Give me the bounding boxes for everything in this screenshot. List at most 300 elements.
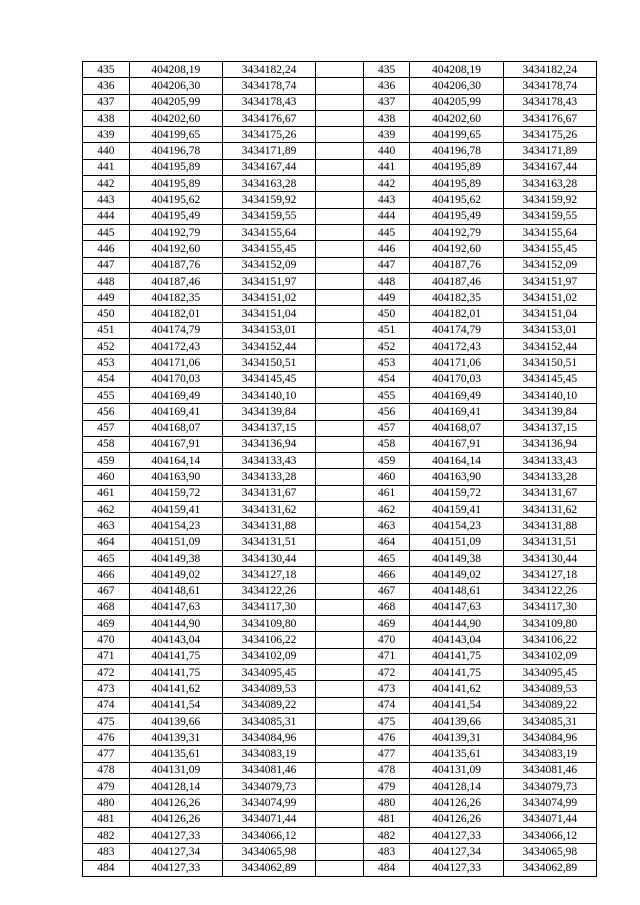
column-gap bbox=[316, 485, 364, 501]
right-x-coordinate-cell: 404205,99 bbox=[410, 94, 503, 110]
right-y-coordinate-cell: 3434089,53 bbox=[503, 681, 596, 697]
column-gap bbox=[316, 567, 364, 583]
right-x-coordinate-cell: 404174,79 bbox=[410, 322, 503, 338]
right-x-coordinate-cell: 404149,02 bbox=[410, 567, 503, 583]
right-x-coordinate-cell: 404141,75 bbox=[410, 648, 503, 664]
coordinate-table bbox=[82, 61, 597, 877]
right-y-coordinate-cell: 3434131,88 bbox=[503, 518, 596, 534]
column-gap bbox=[316, 273, 364, 289]
left-point-number-cell: 455 bbox=[83, 387, 130, 403]
right-point-number-cell: 455 bbox=[363, 387, 410, 403]
left-point-number-cell: 474 bbox=[83, 697, 130, 713]
left-y-coordinate-cell: 3434151,97 bbox=[222, 273, 315, 289]
table-row bbox=[83, 664, 597, 680]
right-x-coordinate-cell: 404127,34 bbox=[410, 844, 503, 860]
table-row bbox=[83, 208, 597, 224]
right-y-coordinate-cell: 3434176,67 bbox=[503, 110, 596, 126]
right-x-coordinate-cell: 404195,49 bbox=[410, 208, 503, 224]
right-y-coordinate-cell: 3434085,31 bbox=[503, 713, 596, 729]
left-y-coordinate-cell: 3434102,09 bbox=[222, 648, 315, 664]
right-point-number-cell: 482 bbox=[363, 827, 410, 843]
column-gap bbox=[316, 387, 364, 403]
column-gap bbox=[316, 127, 364, 143]
right-y-coordinate-cell: 3434122,26 bbox=[503, 583, 596, 599]
right-point-number-cell: 466 bbox=[363, 567, 410, 583]
table-row bbox=[83, 159, 597, 175]
left-y-coordinate-cell: 3434139,84 bbox=[222, 404, 315, 420]
right-y-coordinate-cell: 3434139,84 bbox=[503, 404, 596, 420]
table-row bbox=[83, 110, 597, 126]
column-gap bbox=[316, 404, 364, 420]
right-point-number-cell: 457 bbox=[363, 420, 410, 436]
right-y-coordinate-cell: 3434102,09 bbox=[503, 648, 596, 664]
left-x-coordinate-cell: 404141,75 bbox=[129, 648, 222, 664]
column-gap bbox=[316, 208, 364, 224]
left-y-coordinate-cell: 3434159,55 bbox=[222, 208, 315, 224]
table-row bbox=[83, 127, 597, 143]
right-point-number-cell: 470 bbox=[363, 632, 410, 648]
left-point-number-cell: 476 bbox=[83, 730, 130, 746]
left-point-number-cell: 450 bbox=[83, 306, 130, 322]
left-x-coordinate-cell: 404141,54 bbox=[129, 697, 222, 713]
right-y-coordinate-cell: 3434145,45 bbox=[503, 371, 596, 387]
right-point-number-cell: 481 bbox=[363, 811, 410, 827]
left-x-coordinate-cell: 404195,89 bbox=[129, 159, 222, 175]
left-y-coordinate-cell: 3434079,73 bbox=[222, 779, 315, 795]
column-gap bbox=[316, 502, 364, 518]
left-point-number-cell: 472 bbox=[83, 664, 130, 680]
table-row bbox=[83, 502, 597, 518]
left-y-coordinate-cell: 3434137,15 bbox=[222, 420, 315, 436]
column-gap bbox=[316, 616, 364, 632]
right-y-coordinate-cell: 3434136,94 bbox=[503, 436, 596, 452]
left-x-coordinate-cell: 404202,60 bbox=[129, 110, 222, 126]
right-x-coordinate-cell: 404131,09 bbox=[410, 762, 503, 778]
left-point-number-cell: 469 bbox=[83, 616, 130, 632]
left-y-coordinate-cell: 3434131,67 bbox=[222, 485, 315, 501]
table-row bbox=[83, 94, 597, 110]
right-point-number-cell: 473 bbox=[363, 681, 410, 697]
left-point-number-cell: 449 bbox=[83, 290, 130, 306]
right-point-number-cell: 450 bbox=[363, 306, 410, 322]
right-point-number-cell: 451 bbox=[363, 322, 410, 338]
right-y-coordinate-cell: 3434151,02 bbox=[503, 290, 596, 306]
left-x-coordinate-cell: 404131,09 bbox=[129, 762, 222, 778]
right-y-coordinate-cell: 3434178,43 bbox=[503, 94, 596, 110]
column-gap bbox=[316, 420, 364, 436]
right-y-coordinate-cell: 3434152,44 bbox=[503, 339, 596, 355]
left-y-coordinate-cell: 3434131,88 bbox=[222, 518, 315, 534]
right-x-coordinate-cell: 404195,89 bbox=[410, 159, 503, 175]
right-x-coordinate-cell: 404196,78 bbox=[410, 143, 503, 159]
column-gap bbox=[316, 371, 364, 387]
table-row bbox=[83, 453, 597, 469]
right-point-number-cell: 452 bbox=[363, 339, 410, 355]
left-y-coordinate-cell: 3434089,53 bbox=[222, 681, 315, 697]
right-x-coordinate-cell: 404195,62 bbox=[410, 192, 503, 208]
left-point-number-cell: 454 bbox=[83, 371, 130, 387]
left-point-number-cell: 444 bbox=[83, 208, 130, 224]
left-y-coordinate-cell: 3434133,43 bbox=[222, 453, 315, 469]
right-x-coordinate-cell: 404147,63 bbox=[410, 599, 503, 615]
left-x-coordinate-cell: 404139,66 bbox=[129, 713, 222, 729]
table-row bbox=[83, 355, 597, 371]
right-point-number-cell: 448 bbox=[363, 273, 410, 289]
column-gap bbox=[316, 143, 364, 159]
table-row bbox=[83, 779, 597, 795]
left-y-coordinate-cell: 3434133,28 bbox=[222, 469, 315, 485]
column-gap bbox=[316, 453, 364, 469]
left-x-coordinate-cell: 404168,07 bbox=[129, 420, 222, 436]
right-y-coordinate-cell: 3434133,43 bbox=[503, 453, 596, 469]
column-gap bbox=[316, 159, 364, 175]
right-point-number-cell: 475 bbox=[363, 713, 410, 729]
left-y-coordinate-cell: 3434155,45 bbox=[222, 241, 315, 257]
left-y-coordinate-cell: 3434084,96 bbox=[222, 730, 315, 746]
right-x-coordinate-cell: 404139,66 bbox=[410, 713, 503, 729]
column-gap bbox=[316, 697, 364, 713]
right-x-coordinate-cell: 404164,14 bbox=[410, 453, 503, 469]
left-x-coordinate-cell: 404148,61 bbox=[129, 583, 222, 599]
right-point-number-cell: 479 bbox=[363, 779, 410, 795]
table-row bbox=[83, 224, 597, 240]
right-y-coordinate-cell: 3434131,67 bbox=[503, 485, 596, 501]
left-point-number-cell: 437 bbox=[83, 94, 130, 110]
right-x-coordinate-cell: 404168,07 bbox=[410, 420, 503, 436]
left-point-number-cell: 452 bbox=[83, 339, 130, 355]
left-y-coordinate-cell: 3434152,44 bbox=[222, 339, 315, 355]
left-point-number-cell: 482 bbox=[83, 827, 130, 843]
right-point-number-cell: 440 bbox=[363, 143, 410, 159]
right-y-coordinate-cell: 3434131,51 bbox=[503, 534, 596, 550]
left-point-number-cell: 458 bbox=[83, 436, 130, 452]
left-y-coordinate-cell: 3434085,31 bbox=[222, 713, 315, 729]
left-x-coordinate-cell: 404126,26 bbox=[129, 811, 222, 827]
left-y-coordinate-cell: 3434178,74 bbox=[222, 78, 315, 94]
right-y-coordinate-cell: 3434074,99 bbox=[503, 795, 596, 811]
right-x-coordinate-cell: 404149,38 bbox=[410, 550, 503, 566]
right-x-coordinate-cell: 404141,62 bbox=[410, 681, 503, 697]
left-point-number-cell: 443 bbox=[83, 192, 130, 208]
right-y-coordinate-cell: 3434155,64 bbox=[503, 224, 596, 240]
right-point-number-cell: 484 bbox=[363, 860, 410, 876]
left-point-number-cell: 465 bbox=[83, 550, 130, 566]
right-x-coordinate-cell: 404192,60 bbox=[410, 241, 503, 257]
right-x-coordinate-cell: 404139,31 bbox=[410, 730, 503, 746]
column-gap bbox=[316, 469, 364, 485]
right-x-coordinate-cell: 404187,76 bbox=[410, 257, 503, 273]
left-point-number-cell: 439 bbox=[83, 127, 130, 143]
left-point-number-cell: 481 bbox=[83, 811, 130, 827]
table-row bbox=[83, 485, 597, 501]
right-x-coordinate-cell: 404163,90 bbox=[410, 469, 503, 485]
table-row bbox=[83, 844, 597, 860]
left-point-number-cell: 457 bbox=[83, 420, 130, 436]
column-gap bbox=[316, 62, 364, 78]
right-point-number-cell: 458 bbox=[363, 436, 410, 452]
right-point-number-cell: 447 bbox=[363, 257, 410, 273]
left-x-coordinate-cell: 404182,35 bbox=[129, 290, 222, 306]
right-point-number-cell: 465 bbox=[363, 550, 410, 566]
left-y-coordinate-cell: 3434081,46 bbox=[222, 762, 315, 778]
right-point-number-cell: 444 bbox=[363, 208, 410, 224]
right-y-coordinate-cell: 3434066,12 bbox=[503, 827, 596, 843]
left-y-coordinate-cell: 3434071,44 bbox=[222, 811, 315, 827]
right-y-coordinate-cell: 3434137,15 bbox=[503, 420, 596, 436]
column-gap bbox=[316, 94, 364, 110]
left-point-number-cell: 477 bbox=[83, 746, 130, 762]
left-point-number-cell: 451 bbox=[83, 322, 130, 338]
right-y-coordinate-cell: 3434127,18 bbox=[503, 567, 596, 583]
column-gap bbox=[316, 599, 364, 615]
right-point-number-cell: 476 bbox=[363, 730, 410, 746]
column-gap bbox=[316, 795, 364, 811]
table-row bbox=[83, 469, 597, 485]
left-x-coordinate-cell: 404196,78 bbox=[129, 143, 222, 159]
table-row bbox=[83, 795, 597, 811]
right-point-number-cell: 461 bbox=[363, 485, 410, 501]
right-point-number-cell: 445 bbox=[363, 224, 410, 240]
left-y-coordinate-cell: 3434065,98 bbox=[222, 844, 315, 860]
left-x-coordinate-cell: 404195,49 bbox=[129, 208, 222, 224]
table-row bbox=[83, 306, 597, 322]
right-point-number-cell: 467 bbox=[363, 583, 410, 599]
left-point-number-cell: 468 bbox=[83, 599, 130, 615]
left-point-number-cell: 448 bbox=[83, 273, 130, 289]
left-point-number-cell: 453 bbox=[83, 355, 130, 371]
column-gap bbox=[316, 518, 364, 534]
table-row bbox=[83, 192, 597, 208]
coordinate-table-body bbox=[83, 62, 597, 877]
right-point-number-cell: 464 bbox=[363, 534, 410, 550]
right-x-coordinate-cell: 404206,30 bbox=[410, 78, 503, 94]
left-y-coordinate-cell: 3434155,64 bbox=[222, 224, 315, 240]
table-row bbox=[83, 518, 597, 534]
left-point-number-cell: 461 bbox=[83, 485, 130, 501]
right-y-coordinate-cell: 3434109,80 bbox=[503, 616, 596, 632]
column-gap bbox=[316, 632, 364, 648]
left-x-coordinate-cell: 404128,14 bbox=[129, 779, 222, 795]
table-row bbox=[83, 697, 597, 713]
table-row bbox=[83, 241, 597, 257]
left-point-number-cell: 445 bbox=[83, 224, 130, 240]
right-y-coordinate-cell: 3434071,44 bbox=[503, 811, 596, 827]
right-x-coordinate-cell: 404169,49 bbox=[410, 387, 503, 403]
column-gap bbox=[316, 110, 364, 126]
left-y-coordinate-cell: 3434171,89 bbox=[222, 143, 315, 159]
right-point-number-cell: 459 bbox=[363, 453, 410, 469]
table-row bbox=[83, 534, 597, 550]
left-y-coordinate-cell: 3434095,45 bbox=[222, 664, 315, 680]
left-x-coordinate-cell: 404172,43 bbox=[129, 339, 222, 355]
table-row bbox=[83, 811, 597, 827]
table-row bbox=[83, 583, 597, 599]
table-row bbox=[83, 550, 597, 566]
right-x-coordinate-cell: 404199,65 bbox=[410, 127, 503, 143]
table-row bbox=[83, 322, 597, 338]
left-y-coordinate-cell: 3434083,19 bbox=[222, 746, 315, 762]
table-row bbox=[83, 387, 597, 403]
table-row bbox=[83, 62, 597, 78]
right-x-coordinate-cell: 404159,41 bbox=[410, 502, 503, 518]
table-row bbox=[83, 404, 597, 420]
left-x-coordinate-cell: 404170,03 bbox=[129, 371, 222, 387]
left-point-number-cell: 467 bbox=[83, 583, 130, 599]
right-y-coordinate-cell: 3434159,55 bbox=[503, 208, 596, 224]
table-row bbox=[83, 648, 597, 664]
right-x-coordinate-cell: 404126,26 bbox=[410, 795, 503, 811]
left-point-number-cell: 478 bbox=[83, 762, 130, 778]
right-y-coordinate-cell: 3434155,45 bbox=[503, 241, 596, 257]
left-point-number-cell: 466 bbox=[83, 567, 130, 583]
right-x-coordinate-cell: 404167,91 bbox=[410, 436, 503, 452]
table-row bbox=[83, 257, 597, 273]
right-y-coordinate-cell: 3434182,24 bbox=[503, 62, 596, 78]
left-x-coordinate-cell: 404182,01 bbox=[129, 306, 222, 322]
left-y-coordinate-cell: 3434178,43 bbox=[222, 94, 315, 110]
table-row bbox=[83, 78, 597, 94]
right-x-coordinate-cell: 404169,41 bbox=[410, 404, 503, 420]
left-x-coordinate-cell: 404139,31 bbox=[129, 730, 222, 746]
right-point-number-cell: 483 bbox=[363, 844, 410, 860]
right-x-coordinate-cell: 404135,61 bbox=[410, 746, 503, 762]
left-point-number-cell: 438 bbox=[83, 110, 130, 126]
left-y-coordinate-cell: 3434131,62 bbox=[222, 502, 315, 518]
right-x-coordinate-cell: 404170,03 bbox=[410, 371, 503, 387]
left-x-coordinate-cell: 404187,46 bbox=[129, 273, 222, 289]
left-x-coordinate-cell: 404174,79 bbox=[129, 322, 222, 338]
left-y-coordinate-cell: 3434175,26 bbox=[222, 127, 315, 143]
column-gap bbox=[316, 192, 364, 208]
right-point-number-cell: 436 bbox=[363, 78, 410, 94]
right-point-number-cell: 463 bbox=[363, 518, 410, 534]
column-gap bbox=[316, 224, 364, 240]
left-x-coordinate-cell: 404151,09 bbox=[129, 534, 222, 550]
left-y-coordinate-cell: 3434066,12 bbox=[222, 827, 315, 843]
column-gap bbox=[316, 762, 364, 778]
column-gap bbox=[316, 746, 364, 762]
right-y-coordinate-cell: 3434153,01 bbox=[503, 322, 596, 338]
right-x-coordinate-cell: 404144,90 bbox=[410, 616, 503, 632]
left-point-number-cell: 459 bbox=[83, 453, 130, 469]
left-x-coordinate-cell: 404195,62 bbox=[129, 192, 222, 208]
left-x-coordinate-cell: 404127,33 bbox=[129, 860, 222, 876]
column-gap bbox=[316, 648, 364, 664]
left-x-coordinate-cell: 404205,99 bbox=[129, 94, 222, 110]
column-gap bbox=[316, 827, 364, 843]
right-y-coordinate-cell: 3434151,97 bbox=[503, 273, 596, 289]
right-point-number-cell: 442 bbox=[363, 176, 410, 192]
left-y-coordinate-cell: 3434145,45 bbox=[222, 371, 315, 387]
right-x-coordinate-cell: 404148,61 bbox=[410, 583, 503, 599]
right-y-coordinate-cell: 3434167,44 bbox=[503, 159, 596, 175]
right-x-coordinate-cell: 404126,26 bbox=[410, 811, 503, 827]
left-point-number-cell: 484 bbox=[83, 860, 130, 876]
right-point-number-cell: 439 bbox=[363, 127, 410, 143]
right-y-coordinate-cell: 3434150,51 bbox=[503, 355, 596, 371]
right-point-number-cell: 446 bbox=[363, 241, 410, 257]
left-y-coordinate-cell: 3434106,22 bbox=[222, 632, 315, 648]
right-y-coordinate-cell: 3434178,74 bbox=[503, 78, 596, 94]
right-y-coordinate-cell: 3434106,22 bbox=[503, 632, 596, 648]
left-point-number-cell: 435 bbox=[83, 62, 130, 78]
left-point-number-cell: 480 bbox=[83, 795, 130, 811]
right-y-coordinate-cell: 3434130,44 bbox=[503, 550, 596, 566]
left-y-coordinate-cell: 3434151,04 bbox=[222, 306, 315, 322]
left-point-number-cell: 442 bbox=[83, 176, 130, 192]
left-x-coordinate-cell: 404141,62 bbox=[129, 681, 222, 697]
left-x-coordinate-cell: 404206,30 bbox=[129, 78, 222, 94]
left-y-coordinate-cell: 3434153,01 bbox=[222, 322, 315, 338]
left-point-number-cell: 463 bbox=[83, 518, 130, 534]
left-y-coordinate-cell: 3434136,94 bbox=[222, 436, 315, 452]
right-point-number-cell: 456 bbox=[363, 404, 410, 420]
left-y-coordinate-cell: 3434150,51 bbox=[222, 355, 315, 371]
right-x-coordinate-cell: 404172,43 bbox=[410, 339, 503, 355]
left-x-coordinate-cell: 404141,75 bbox=[129, 664, 222, 680]
left-point-number-cell: 462 bbox=[83, 502, 130, 518]
column-gap bbox=[316, 550, 364, 566]
left-y-coordinate-cell: 3434127,18 bbox=[222, 567, 315, 583]
column-gap bbox=[316, 534, 364, 550]
column-gap bbox=[316, 730, 364, 746]
right-y-coordinate-cell: 3434084,96 bbox=[503, 730, 596, 746]
right-y-coordinate-cell: 3434133,28 bbox=[503, 469, 596, 485]
right-x-coordinate-cell: 404202,60 bbox=[410, 110, 503, 126]
column-gap bbox=[316, 290, 364, 306]
left-point-number-cell: 456 bbox=[83, 404, 130, 420]
table-row bbox=[83, 143, 597, 159]
column-gap bbox=[316, 779, 364, 795]
table-row bbox=[83, 339, 597, 355]
left-x-coordinate-cell: 404144,90 bbox=[129, 616, 222, 632]
left-y-coordinate-cell: 3434152,09 bbox=[222, 257, 315, 273]
right-x-coordinate-cell: 404127,33 bbox=[410, 860, 503, 876]
left-point-number-cell: 441 bbox=[83, 159, 130, 175]
table-row bbox=[83, 599, 597, 615]
right-x-coordinate-cell: 404182,35 bbox=[410, 290, 503, 306]
right-y-coordinate-cell: 3434065,98 bbox=[503, 844, 596, 860]
left-x-coordinate-cell: 404143,04 bbox=[129, 632, 222, 648]
column-gap bbox=[316, 664, 364, 680]
left-point-number-cell: 471 bbox=[83, 648, 130, 664]
right-y-coordinate-cell: 3434159,92 bbox=[503, 192, 596, 208]
right-point-number-cell: 441 bbox=[363, 159, 410, 175]
right-x-coordinate-cell: 404195,89 bbox=[410, 176, 503, 192]
right-point-number-cell: 468 bbox=[363, 599, 410, 615]
left-point-number-cell: 479 bbox=[83, 779, 130, 795]
right-x-coordinate-cell: 404182,01 bbox=[410, 306, 503, 322]
right-point-number-cell: 454 bbox=[363, 371, 410, 387]
right-y-coordinate-cell: 3434152,09 bbox=[503, 257, 596, 273]
table-row bbox=[83, 730, 597, 746]
right-point-number-cell: 472 bbox=[363, 664, 410, 680]
right-point-number-cell: 469 bbox=[363, 616, 410, 632]
column-gap bbox=[316, 241, 364, 257]
left-x-coordinate-cell: 404149,38 bbox=[129, 550, 222, 566]
right-point-number-cell: 435 bbox=[363, 62, 410, 78]
table-row bbox=[83, 567, 597, 583]
table-row bbox=[83, 746, 597, 762]
right-x-coordinate-cell: 404171,06 bbox=[410, 355, 503, 371]
right-point-number-cell: 460 bbox=[363, 469, 410, 485]
right-point-number-cell: 449 bbox=[363, 290, 410, 306]
left-x-coordinate-cell: 404187,76 bbox=[129, 257, 222, 273]
left-point-number-cell: 470 bbox=[83, 632, 130, 648]
left-point-number-cell: 446 bbox=[83, 241, 130, 257]
right-y-coordinate-cell: 3434083,19 bbox=[503, 746, 596, 762]
left-x-coordinate-cell: 404199,65 bbox=[129, 127, 222, 143]
